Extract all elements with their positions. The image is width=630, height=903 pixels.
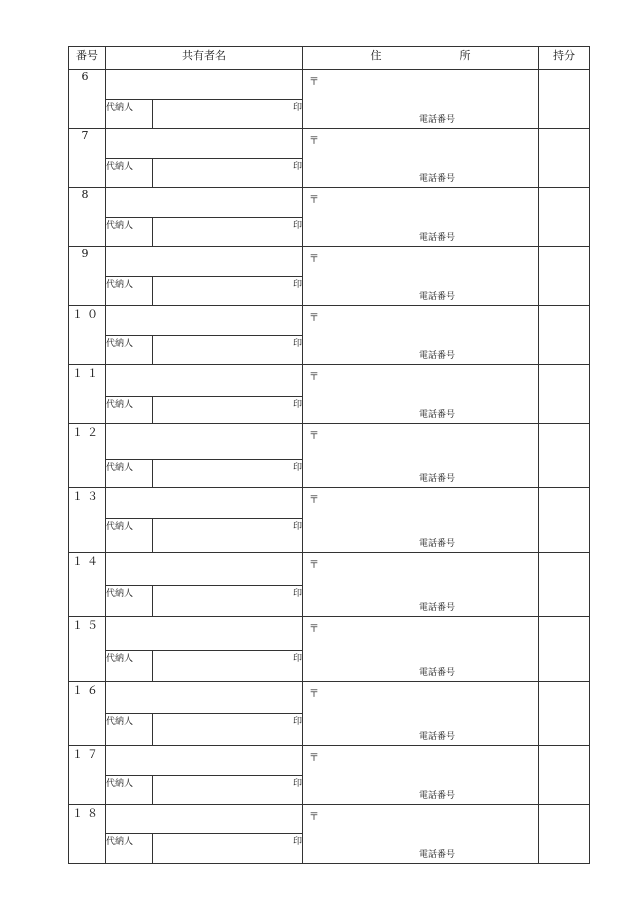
representative-name-field[interactable] <box>153 397 303 424</box>
postal-mark: 〒 <box>309 624 319 635</box>
table-row <box>69 129 590 159</box>
share-field[interactable] <box>539 746 590 805</box>
owner-name-field[interactable] <box>106 553 303 586</box>
representative-name-field[interactable] <box>153 100 303 129</box>
representative-label: 代納人 <box>106 100 153 129</box>
phone-label: 電話番号 <box>419 174 456 184</box>
owner-name-field[interactable] <box>106 247 303 277</box>
row-number: 7 <box>69 129 106 188</box>
phone-label: 電話番号 <box>419 410 456 420</box>
seal-label: 印 <box>292 400 302 410</box>
share-field[interactable] <box>539 424 590 488</box>
table-row <box>69 682 590 714</box>
representative-label: 代納人 <box>106 460 153 488</box>
share-field[interactable] <box>539 488 590 553</box>
row-number: １１ <box>69 365 106 424</box>
share-field[interactable] <box>539 553 590 617</box>
seal-label: 印 <box>292 162 302 172</box>
representative-name-field[interactable] <box>153 336 303 365</box>
owner-name-field[interactable] <box>106 129 303 159</box>
table-row <box>69 805 590 834</box>
table-row <box>69 553 590 586</box>
table-row <box>69 488 590 519</box>
owner-name-field[interactable] <box>106 617 303 651</box>
seal-label: 印 <box>292 280 302 290</box>
address-field[interactable] <box>303 488 539 553</box>
share-field[interactable] <box>539 805 590 864</box>
representative-name-field[interactable] <box>153 776 303 805</box>
representative-name-field[interactable] <box>153 519 303 553</box>
representative-label: 代納人 <box>106 834 153 864</box>
row-number: １４ <box>69 553 106 617</box>
seal-label: 印 <box>292 589 302 599</box>
row-number: １３ <box>69 488 106 553</box>
share-field[interactable] <box>539 247 590 306</box>
phone-label: 電話番号 <box>419 115 456 125</box>
address-field[interactable] <box>303 70 539 129</box>
phone-label: 電話番号 <box>419 791 456 801</box>
header-address <box>303 47 539 70</box>
row-number: １０ <box>69 306 106 365</box>
phone-label: 電話番号 <box>419 668 456 678</box>
seal-label: 印 <box>292 339 302 349</box>
owner-name-field[interactable] <box>106 746 303 776</box>
seal-label: 印 <box>292 654 302 664</box>
address-field[interactable] <box>303 553 539 617</box>
postal-mark: 〒 <box>309 753 319 764</box>
owner-name-field[interactable] <box>106 488 303 519</box>
seal-label: 印 <box>292 717 302 727</box>
phone-label: 電話番号 <box>419 539 456 549</box>
postal-mark: 〒 <box>309 136 319 147</box>
table-row <box>69 306 590 336</box>
phone-label: 電話番号 <box>419 474 456 484</box>
row-number: １８ <box>69 805 106 864</box>
share-field[interactable] <box>539 617 590 682</box>
postal-mark: 〒 <box>309 495 319 506</box>
representative-name-field[interactable] <box>153 586 303 617</box>
postal-mark: 〒 <box>309 77 319 88</box>
table-row <box>69 365 590 397</box>
address-field[interactable] <box>303 247 539 306</box>
phone-label: 電話番号 <box>419 732 456 742</box>
table-row <box>69 247 590 277</box>
representative-label: 代納人 <box>106 651 153 682</box>
postal-mark: 〒 <box>309 431 319 442</box>
table-row <box>69 617 590 651</box>
phone-label: 電話番号 <box>419 233 456 243</box>
owner-name-field[interactable] <box>106 70 303 100</box>
table-row <box>69 746 590 776</box>
row-number: 9 <box>69 247 106 306</box>
owner-name-field[interactable] <box>106 805 303 834</box>
seal-label: 印 <box>292 103 302 113</box>
row-number: １７ <box>69 746 106 805</box>
share-field[interactable] <box>539 682 590 746</box>
row-number: １２ <box>69 424 106 488</box>
row-number: 8 <box>69 188 106 247</box>
address-field[interactable] <box>303 805 539 864</box>
table-row <box>69 70 590 100</box>
share-field[interactable] <box>539 306 590 365</box>
seal-label: 印 <box>292 221 302 231</box>
representative-name-field[interactable] <box>153 651 303 682</box>
share-field[interactable] <box>539 188 590 247</box>
phone-label: 電話番号 <box>419 351 456 361</box>
representative-name-field[interactable] <box>153 277 303 306</box>
postal-mark: 〒 <box>309 195 319 206</box>
seal-label: 印 <box>292 779 302 789</box>
header-share: 持分 <box>539 47 590 70</box>
header-owner-name: 共有者名 <box>106 47 303 70</box>
representative-name-field[interactable] <box>153 834 303 864</box>
representative-label: 代納人 <box>106 519 153 553</box>
seal-label: 印 <box>292 522 302 532</box>
representative-label: 代納人 <box>106 397 153 424</box>
representative-name-field[interactable] <box>153 218 303 247</box>
representative-label: 代納人 <box>106 159 153 188</box>
representative-name-field[interactable] <box>153 460 303 488</box>
address-field[interactable] <box>303 306 539 365</box>
table-row <box>69 188 590 218</box>
representative-name-field[interactable] <box>153 159 303 188</box>
representative-label: 代納人 <box>106 776 153 805</box>
share-field[interactable] <box>539 70 590 129</box>
representative-label: 代納人 <box>106 586 153 617</box>
table-row <box>69 424 590 460</box>
co-owner-table <box>68 46 590 864</box>
phone-label: 電話番号 <box>419 603 456 613</box>
owner-name-field[interactable] <box>106 424 303 460</box>
header-address-left: 住 <box>370 49 382 62</box>
postal-mark: 〒 <box>309 372 319 383</box>
postal-mark: 〒 <box>309 254 319 265</box>
row-number: １５ <box>69 617 106 682</box>
header-row <box>69 47 590 70</box>
header-number: 番号 <box>69 47 106 70</box>
postal-mark: 〒 <box>309 313 319 324</box>
address-field[interactable] <box>303 129 539 188</box>
address-field[interactable] <box>303 365 539 424</box>
postal-mark: 〒 <box>309 812 319 823</box>
representative-label: 代納人 <box>106 714 153 746</box>
share-field[interactable] <box>539 365 590 424</box>
representative-label: 代納人 <box>106 336 153 365</box>
postal-mark: 〒 <box>309 560 319 571</box>
address-field[interactable] <box>303 682 539 746</box>
owner-name-field[interactable] <box>106 306 303 336</box>
owner-name-field[interactable] <box>106 188 303 218</box>
phone-label: 電話番号 <box>419 292 456 302</box>
row-number: １６ <box>69 682 106 746</box>
representative-label: 代納人 <box>106 277 153 306</box>
share-field[interactable] <box>539 129 590 188</box>
seal-label: 印 <box>292 837 302 847</box>
header-address-right: 所 <box>459 49 471 62</box>
row-number: 6 <box>69 70 106 129</box>
representative-label: 代納人 <box>106 218 153 247</box>
representative-name-field[interactable] <box>153 714 303 746</box>
address-field[interactable] <box>303 617 539 682</box>
seal-label: 印 <box>292 463 302 473</box>
address-field[interactable] <box>303 188 539 247</box>
owner-name-field[interactable] <box>106 365 303 397</box>
address-field[interactable] <box>303 746 539 805</box>
phone-label: 電話番号 <box>419 850 456 860</box>
owner-name-field[interactable] <box>106 682 303 714</box>
address-field[interactable] <box>303 424 539 488</box>
postal-mark: 〒 <box>309 689 319 700</box>
